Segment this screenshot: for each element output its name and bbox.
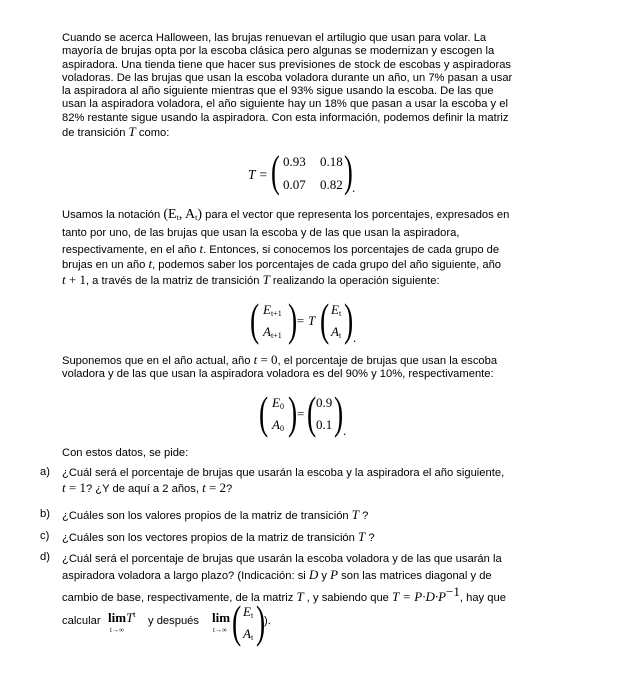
right-paren: ) (256, 596, 266, 647)
right-paren: ) (344, 147, 353, 196)
left-paren: ( (320, 294, 330, 345)
notation-line: respectivamente, en el año t. Entonces, si conocemos los porcentajes de cada grupo de (62, 241, 500, 256)
vector-entry: $A_{t+1}$ (263, 324, 282, 340)
equals-sign: = (297, 406, 305, 421)
question-b: ¿Cuáles son los valores propios de la matriz de transición T ? (62, 507, 369, 522)
intro-line: 82% restante sigue usando la aspiradora. Con esta información, podemos definir la matriz (62, 111, 509, 124)
question-d-then-label: y después (148, 615, 199, 627)
limit-2-subscript: t→∞ (213, 626, 227, 634)
current-line: voladora y de las que usan la aspiradora voladora es del 90% y 10%, respectivamente: (62, 368, 494, 380)
period: . (352, 180, 356, 195)
question-a-letter: a) (40, 466, 50, 478)
right-paren: ) (288, 294, 298, 345)
question-c-letter: c) (40, 530, 50, 542)
question-a: ¿Cuál será el porcentaje de brujas que usarán la escoba y la aspiradora el año siguiente, t = 1? ¿Y de aquí a 2 años, t = 2? (62, 467, 505, 495)
intro-line: usan la aspiradora voladora, el año siguiente hay un 18% que pasan a usar la escoba y el (62, 98, 508, 111)
current-year-paragraph (62, 353, 564, 381)
intro-line: la aspiradora al año siguiente mientras que el 93% sigue usando la escoba. De las que (62, 85, 494, 98)
question-d: ¿Cuál será el porcentaje de brujas que usarán la escoba voladora y de las que usarán la aspiradora voladora a largo plazo? (Indicación: si D y P son las matrices diagonal y de cambio de base, respectivamente, de la matriz T , y sabiendo que $T = P\cdot D\cdot P^{-1}$, hay que (62, 553, 506, 604)
matrix-T-label: T = (248, 167, 268, 182)
vector-entry: 0.9 (316, 395, 333, 410)
notation-line: tanto por uno, de las brujas que usan la escoba y de las que usan la aspiradora, (62, 227, 460, 239)
vector-entry: $E_t$ (243, 604, 254, 620)
intro-line: mayoría de brujas opta por la escoba clásica pero algunas se modernizan y escogen la (62, 45, 495, 58)
equals-T: = T (296, 313, 316, 328)
question-d-letter: d) (40, 551, 50, 563)
vector-entry: 0.1 (316, 417, 333, 432)
intro-line: Cuando se acerca Halloween, las brujas renuevan el artilugio que usan para volar. La (62, 32, 487, 44)
left-paren: ( (271, 147, 280, 196)
matrix-cell: 0.82 (320, 177, 343, 192)
notation-line: t + 1, a través de la matriz de transición T realizando la operación siguiente: (62, 272, 440, 287)
math-T: T (128, 124, 136, 140)
matrix-cell: 0.07 (283, 177, 306, 192)
closing-text: ). (264, 615, 271, 627)
right-paren: ) (334, 387, 344, 438)
intro-line: aspiradora. Una tienda tiene que hacer sus previsiones de stock de escobas y aspiradoras (62, 58, 512, 71)
vector-entry: $A_0$ (272, 417, 284, 433)
questions-intro: Con estos datos, se pide: (62, 447, 189, 459)
question-d-calc-label: calcular (62, 615, 101, 627)
matrix-cell: 0.18 (320, 154, 343, 169)
current-line: Suponemos que en el año actual, año t = 0, el porcentaje de brujas que usan la escoba (62, 352, 498, 367)
period: . (343, 423, 347, 438)
notation-paragraph (62, 207, 564, 288)
intro-line: de transición T como: (62, 124, 170, 140)
notation-line: brujas en un año t, podemos saber los porcentajes de cada grupo del año siguiente, año (62, 256, 502, 271)
intro-paragraph (62, 32, 564, 138)
left-paren: ( (259, 387, 269, 438)
limit-2: lim (212, 610, 231, 625)
matrix-cell: 0.93 (283, 154, 306, 169)
question-c: ¿Cuáles son los vectores propios de la matriz de transición T ? (62, 529, 375, 544)
question-b-letter: b) (40, 508, 50, 520)
right-paren: ) (288, 387, 298, 438)
limit-1-subscript: t→∞ (110, 626, 124, 634)
left-paren: ( (250, 294, 260, 345)
vector-entry: $E_0$ (272, 395, 284, 411)
limit-1: limT$^t$ (108, 610, 136, 625)
intro-line: voladoras. De las brujas que usan la escoba voladora durante un año, un 7% pasan a usar (62, 71, 513, 84)
vector-entry: $E_{t+1}$ (263, 302, 282, 318)
vector-entry: $E_t$ (331, 302, 342, 318)
right-paren: ) (344, 294, 354, 345)
vector-entry: $A_t$ (243, 626, 254, 642)
left-paren: ( (232, 596, 242, 647)
vector-entry: $A_t$ (331, 324, 342, 340)
notation-line: Usamos la notación ($E_t$, $A_t$) para el vector que representa los porcentajes, expresados en (62, 207, 510, 222)
period: . (353, 330, 357, 345)
left-paren: ( (307, 387, 317, 438)
